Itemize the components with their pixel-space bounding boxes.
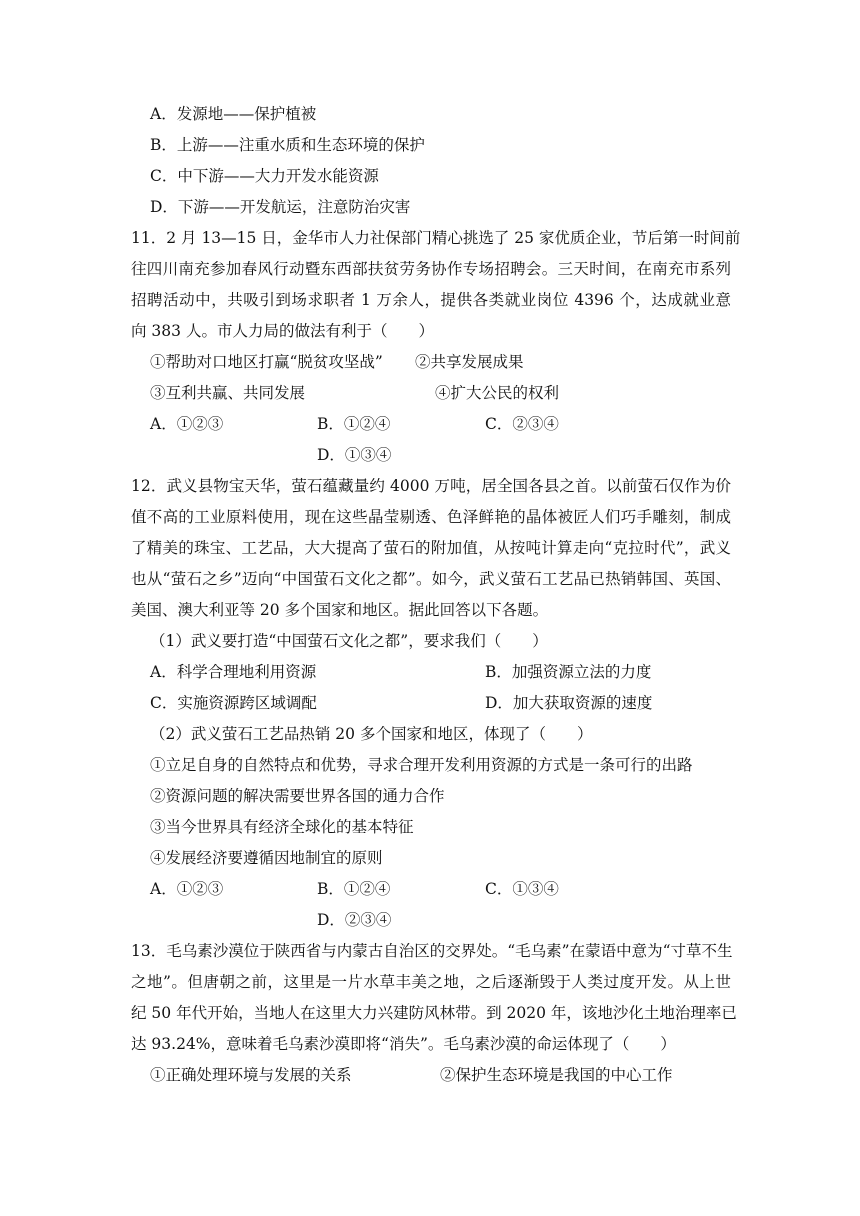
q11-option-a: A．①②③ xyxy=(150,415,224,433)
q12-stem-line-1: 12．武义县物宝天华，萤石蕴藏量约 4000 万吨，居全国各县之首。以前萤石仅作为价 xyxy=(131,477,731,495)
q13-stem-line-3: 纪 50 年代开始，当地人在这里大力兴建防风林带。到 2020 年，该地沙化土地治理率已 xyxy=(131,1004,737,1022)
q11-stem-line-1: 11．2 月 13—15 日，金华市人力社保部门精心挑选了 25 家优质企业，节后第一时间前 xyxy=(131,229,741,247)
q11-item-3: ③互利共赢、共同发展 xyxy=(150,384,306,402)
q11-stem-line-2: 往四川南充参加春风行动暨东西部扶贫劳务协作专场招聘会。三天时间，在南充市系列 xyxy=(131,260,731,278)
q11-item-1: ①帮助对口地区打赢“脱贫攻坚战” xyxy=(150,353,383,371)
q10-option-c: C．中下游——大力开发水能资源 xyxy=(150,167,379,185)
q13-item-2: ②保护生态环境是我国的中心工作 xyxy=(440,1066,673,1084)
q11-item-2: ②共享发展成果 xyxy=(415,353,524,371)
q12-sub1-stem: （1）武义要打造“中国萤石文化之都”，要求我们（ ） xyxy=(150,632,548,650)
q12-sub2-item-1: ①立足自身的自然特点和优势，寻求合理开发利用资源的方式是一条可行的出路 xyxy=(150,756,693,774)
q11-option-c: C．②③④ xyxy=(485,415,559,433)
q12-sub2-option-a: A．①②③ xyxy=(150,880,224,898)
q11-stem-line-3: 招聘活动中，共吸引到场求职者 1 万余人，提供各类就业岗位 4396 个，达成就业意 xyxy=(131,291,731,309)
q12-sub2-item-4: ④发展经济要遵循因地制宜的原则 xyxy=(150,849,383,867)
q12-sub1-option-d: D．加大获取资源的速度 xyxy=(485,694,653,712)
q13-stem-line-2: 之地”。但唐朝之前，这里是一片水草丰美之地，之后逐渐毁于人类过度开发。从上世 xyxy=(131,973,731,991)
q12-sub2-item-2: ②资源问题的解决需要世界各国的通力合作 xyxy=(150,787,445,805)
q12-sub1-option-c: C．实施资源跨区域调配 xyxy=(150,694,317,712)
q12-stem-line-3: 了精美的珠宝、工艺品，大大提高了萤石的附加值，从按吨计算走向“克拉时代”，武义 xyxy=(131,539,731,557)
q12-sub2-option-d: D．②③④ xyxy=(317,911,392,929)
q10-option-d: D．下游——开发航运，注意防治灾害 xyxy=(150,198,411,216)
q11-stem-line-4: 向 383 人。市人力局的做法有利于（ ） xyxy=(131,322,434,340)
q11-item-4: ④扩大公民的权利 xyxy=(435,384,560,402)
q12-sub2-option-b: B．①②④ xyxy=(317,880,391,898)
q12-sub1-option-a: A．科学合理地利用资源 xyxy=(150,663,317,681)
q11-option-d: D．①③④ xyxy=(317,446,392,464)
q12-sub2-option-c: C．①③④ xyxy=(485,880,559,898)
q11-option-b: B．①②④ xyxy=(317,415,391,433)
q12-sub2-item-3: ③当今世界具有经济全球化的基本特征 xyxy=(150,818,414,836)
q13-stem-line-4: 达 93.24%，意味着毛乌素沙漠即将“消失”。毛乌素沙漠的命运体现了（ ） xyxy=(131,1035,676,1053)
q12-stem-line-2: 值不高的工业原料使用，现在这些晶莹剔透、色泽鲜艳的晶体被匠人们巧手雕刻，制成 xyxy=(131,508,731,526)
q13-stem-line-1: 13．毛乌素沙漠位于陕西省与内蒙古自治区的交界处。“毛乌素”在蒙语中意为“寸草不生 xyxy=(131,942,733,960)
q12-stem-line-5: 美国、澳大利亚等 20 多个国家和地区。据此回答以下各题。 xyxy=(131,601,549,619)
q10-option-a: A．发源地——保护植被 xyxy=(150,105,317,123)
q12-sub2-stem: （2）武义萤石工艺品热销 20 多个国家和地区，体现了（ ） xyxy=(150,725,593,743)
q13-item-1: ①正确处理环境与发展的关系 xyxy=(150,1066,352,1084)
q12-stem-line-4: 也从“萤石之乡”迈向“中国萤石文化之都”。如今，武义萤石工艺品已热销韩国、英国、 xyxy=(131,570,731,588)
q10-option-b: B．上游——注重水质和生态环境的保护 xyxy=(150,136,425,154)
q12-sub1-option-b: B．加强资源立法的力度 xyxy=(485,663,652,681)
